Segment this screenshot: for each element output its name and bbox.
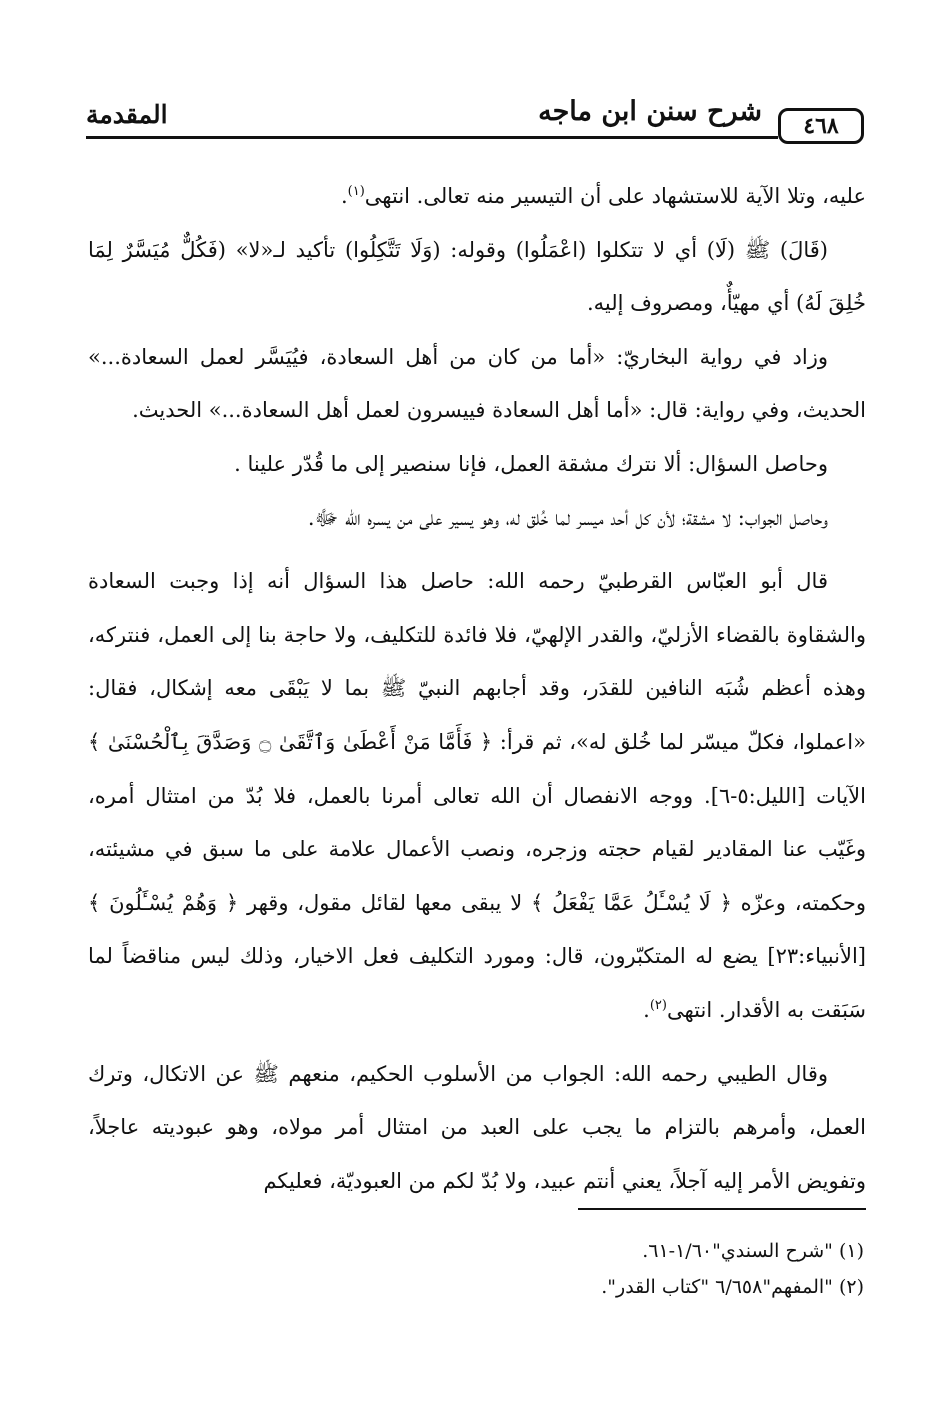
paragraph-text: قال أبو العبّاس القرطبيّ رحمه الله: حاصل هذا السؤال أنه إذا وجبت السعادة والشقاوة بالقضاء الأزليّ، والقدر الإلهيّ، فلا فائدة للتكليف، ولا حاجة بنا إلى العمل، فنتركه، وهذه أعظم شُبَه النافين للقدَر، وقد أجابهم النبيّ ﷺ بما لا يَبْقَى معه إشكال، فقال: «اعملوا، فكلّ ميسّر لما خُلق له»، ثم قرأ: ﴿ فَأَمَّا مَنْ أَعْطَىٰ وَٱتَّقَىٰ ۝ وَصَدَّقَ بِٱلْحُسْنَىٰ ﴾ الآيات [الليل:٥-٦]. ووجه الانفصال أن الله تعالى أمرنا بالعمل، فلا بُدّ من امتثال أمره، وغَيّب عنا المقادير لقيام حجته وزجره، ونصب الأعمال علامة على ما سبق في مشيئته، وحكمته، وعزّه ﴿ لَا يُسْـَٔلُ عَمَّا يَفْعَلُ ﴾ لا يبقى معها لقائل مقول، وقهر ﴿ وَهُمْ يُسْـَٔلُونَ ﴾ [الأنبياء:٢٣] يضع له المتكبّرون، قال: ومورد التكليف فعل الاخيار، وذلك ليس مناقضاً لما سَبَقت به الأقدار. انتهى (88, 569, 866, 1022)
footnote-1: (١) "شرح السندي"١/٦٠-٦١. (642, 1240, 864, 1262)
paragraph-text: عليه، وتلا الآية للاستشهاد على أن التيسير منه تعالى. انتهى (364, 184, 866, 208)
footnote-ref: (١) (347, 184, 365, 199)
running-header (86, 88, 864, 158)
paragraph: (قَالَ) ﷺ (لَا) أي لا تتكلوا (اعْمَلُوا) وقوله: (وَلَا تَتَّكِلُوا) تأكيد لـ«لا» (فَكُلٌّ مُيَسَّرٌ لِمَا خُلِقَ لَهُ) أي مهيّأٌ، ومصروف إليه. (88, 237, 866, 316)
paragraph: وحاصل السؤال: ألا نترك مشقة العمل، فإنا سنصير إلى ما قُدّر علينا . (234, 451, 828, 476)
header-rule (86, 136, 778, 139)
section-title: المقدمة (86, 100, 168, 129)
footnote-2: (٢) "المفهم"٦/٦٥٨ "كتاب القدر". (601, 1276, 864, 1298)
paragraph: عليه، وتلا الآية للاستشهاد على أن التيسير منه تعالى. انتهى$^{(١)}$. (340, 184, 866, 208)
page-number: ٤٦٨ (778, 108, 864, 144)
paragraph: وقال الطيبي رحمه الله: الجواب من الأسلوب الحكيم، منعهم ﷺ عن الاتكال، وترك العمل، وأمرهم بالتزام ما يجب على العبد من امتثال أمر مولاه، وهو عبوديته عاجلاً، وتفويض الأمر إليه آجلاً، يعني أنتم عبيد، ولا بُدّ لكم من العبوديّة، فعليكم (88, 1061, 866, 1193)
paragraph: قال أبو العبّاس القرطبيّ رحمه الله: حاصل هذا السؤال أنه إذا وجبت السعادة والشقاوة بالقضاء الأزليّ، والقدر الإلهيّ، فلا فائدة للتكليف، ولا حاجة بنا إلى العمل، فنتركه، وهذه أعظم شُبَه النافين للقدَر، وقد أجابهم النبيّ ﷺ بما لا يَبْقَى معه إشكال، فقال: «اعملوا، فكلّ ميسّر لما خُلق له»، ثم قرأ: ﴿ فَأَمَّا مَنْ أَعْطَىٰ وَٱتَّقَىٰ ۝ وَصَدَّقَ بِٱلْحُسْنَىٰ ﴾ الآيات [الليل:٥-٦]. ووجه الانفصال أن الله تعالى أمرنا بالعمل، فلا بُدّ من امتثال أمره، وغَيّب عنا المقادير لقيام حجته وزجره، ونصب الأعمال علامة على ما سبق في مشيئته، وحكمته، وعزّه ﴿ لَا يُسْـَٔلُ عَمَّا يَفْعَلُ ﴾ لا يبقى معها لقائل مقول، وقهر ﴿ وَهُمْ يُسْـَٔلُونَ ﴾ [الأنبياء:٢٣] يضع له المتكبّرون، قال: ومورد التكليف فعل الاخيار، وذلك ليس مناقضاً لما سَبَقت به الأقدار. انتهى$^{(٢)}$. (88, 569, 866, 1022)
book-title: شرح سنن ابن ماجه (538, 96, 762, 127)
footnote-rule (578, 1208, 866, 1210)
body-text (88, 170, 866, 1208)
paragraph: وحاصل الجواب: لا مشقة؛ لأن كل أحد ميسر لما خُلق له، وهو يسير على من يسره الله ﷻ. (307, 505, 828, 530)
paragraph: وزاد في رواية البخاريّ: «أما من كان من أهل السعادة، فيُيَسَّر لعمل السعادة...» الحديث، وفي رواية: قال: «أما أهل السعادة فييسرون لعمل أهل السعادة...» الحديث. (88, 344, 866, 423)
footnotes (84, 1233, 864, 1305)
footnote-ref: (٢) (649, 997, 667, 1013)
